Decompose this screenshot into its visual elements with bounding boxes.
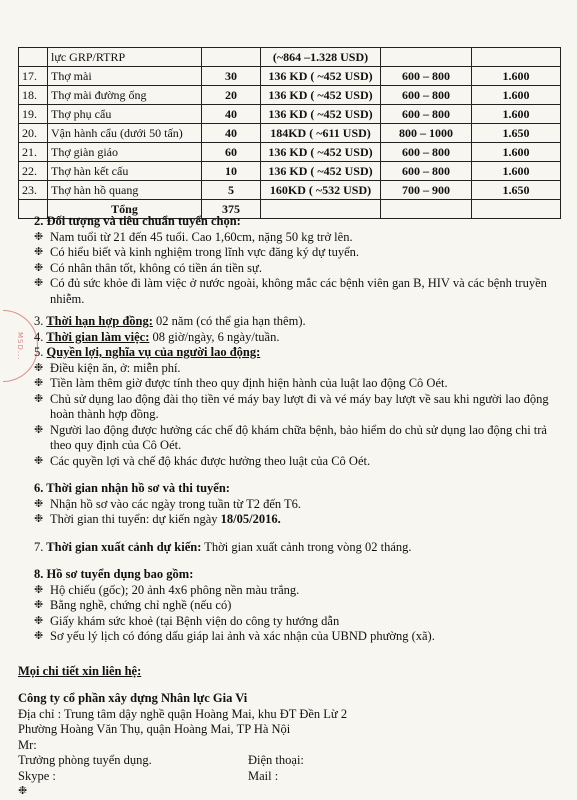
list-item-text: Nhận hồ sơ vào các ngày trong tuần từ T2 đến T6.: [50, 496, 302, 511]
list-item: [34, 614, 564, 630]
list-item: [34, 423, 564, 454]
bullet-icon: ❉: [34, 614, 44, 627]
bullet-icon: ❉: [34, 361, 44, 374]
total-value: 375: [202, 200, 261, 219]
bullet-icon: ❉: [34, 454, 44, 467]
list-item: [34, 629, 564, 645]
row-number: 23.: [19, 181, 48, 200]
bullet-icon: ❉: [34, 513, 44, 525]
section-4: [34, 330, 564, 346]
job-quantity: 40: [202, 124, 261, 143]
address-line-2: Phường Hoàng Văn Thụ, quận Hoàng Mai, TP Hà Nội: [18, 722, 291, 736]
contact-title: Mọi chi tiết xin liên hệ:: [18, 663, 142, 678]
job-name: Thợ mài: [48, 67, 202, 86]
list-item-text: Có đủ sức khỏe đi làm việc ở nước ngoài, không mắc các bệnh viên gan B, HIV và các bệnh truyền nhiễm.: [50, 276, 547, 306]
stamp-text: MSD...: [16, 331, 24, 361]
section-3-number: 3.: [34, 314, 44, 328]
bullet-icon: ❉: [34, 392, 44, 405]
section-3-value: 02 năm (có thể gia hạn thêm).: [152, 314, 306, 328]
section-3: [34, 314, 564, 330]
job-overtime: 600 – 800: [381, 105, 472, 124]
contact-skype-row: [18, 769, 564, 785]
job-name: Vận hành cẩu (dưới 50 tấn): [48, 124, 202, 143]
job-overtime: 700 – 900: [381, 181, 472, 200]
list-item-text: Hộ chiếu (gốc); 20 ảnh 4x6 phông nền màu trắng.: [50, 582, 300, 597]
job-quantity: [202, 48, 261, 67]
job-name: Thợ giàn giáo: [48, 143, 202, 162]
section-8-list: [34, 583, 564, 645]
section-5-number: 5.: [34, 345, 44, 359]
list-item: [34, 392, 564, 423]
list-item: [34, 276, 564, 307]
section-2-title: 2. Đối tượng và tiêu chuẩn tuyển chọn:: [34, 214, 241, 228]
section-5-label: Quyền lợi, nghĩa vụ của người lao động:: [46, 345, 261, 359]
job-quantity: 40: [202, 105, 261, 124]
list-item: [34, 230, 564, 246]
section-4-number: 4.: [34, 329, 44, 344]
list-item-text: Có hiểu biết và kinh nghiệm trong lĩnh vực đăng ký dự tuyển.: [50, 245, 359, 259]
contact-role-row: [18, 753, 564, 769]
bullet-icon: ❉: [34, 599, 44, 611]
section-7: [34, 540, 564, 556]
list-item: [34, 261, 564, 277]
job-table: [18, 47, 561, 219]
list-item: [34, 583, 564, 599]
contact-role: Trưởng phòng tuyển dụng.: [18, 753, 152, 767]
red-stamp: [3, 310, 38, 382]
row-number: 20.: [19, 124, 48, 143]
job-quantity: 10: [202, 162, 261, 181]
list-item-text: Người lao động được hưởng các chế độ khám chữa bệnh, bảo hiểm do chủ sử dụng lao động chi trả theo quy định của Cô Oét.: [50, 422, 547, 452]
row-number: 19.: [19, 105, 48, 124]
job-total: 1.600: [472, 162, 561, 181]
table-row: [19, 181, 561, 200]
list-item: [34, 512, 564, 528]
company-name: Công ty cổ phần xây dựng Nhân lực Gia Vi: [18, 691, 248, 705]
section-7-label: Thời gian xuất cảnh dự kiến:: [46, 539, 202, 554]
job-name: Thợ phụ cẩu: [48, 105, 202, 124]
job-salary: 136 KD ( ~452 USD): [261, 67, 381, 86]
section-4-value: 08 giờ/ngày, 6 ngày/tuần.: [149, 329, 280, 344]
bullet-icon: ❉: [34, 583, 44, 596]
bullet-icon: ❉: [34, 423, 44, 436]
list-item-text: Sơ yếu lý lịch có đóng dấu giáp lai ảnh và xác nhận của UBND phường (xã).: [50, 629, 435, 643]
job-quantity: 5: [202, 181, 261, 200]
list-item: [34, 454, 564, 470]
table-row: [19, 86, 561, 105]
list-item-text: Chủ sử dụng lao động đài thọ tiền vé máy bay lượt đi và vé máy bay lượt về sau khi người lao động hoàn thành hợp đồng.: [50, 391, 549, 421]
table-row: [19, 162, 561, 181]
section-4-label: Thời gian làm việc:: [46, 329, 150, 344]
bullet-icon: ❉: [34, 277, 44, 289]
bullet-icon: ❉: [18, 785, 28, 797]
row-number: 17.: [19, 67, 48, 86]
job-overtime: 800 – 1000: [381, 124, 472, 143]
job-quantity: 60: [202, 143, 261, 162]
list-item-text: Điều kiện ăn, ở: miễn phí.: [50, 360, 181, 375]
section-7-number: 7.: [34, 539, 44, 554]
table-row: [19, 105, 561, 124]
job-overtime: [381, 48, 472, 67]
bullet-icon: ❉: [34, 630, 44, 642]
section-6-title: 6. Thời gian nhận hồ sơ và thi tuyển:: [34, 481, 230, 495]
job-total: 1.600: [472, 86, 561, 105]
table-row: [19, 124, 561, 143]
job-total: 1.600: [472, 143, 561, 162]
job-quantity: 20: [202, 86, 261, 105]
job-name: Thợ mài đường ống: [48, 86, 202, 105]
list-item: [34, 376, 564, 392]
list-item: [34, 497, 564, 513]
section-3-label: Thời hạn hợp đồng:: [46, 314, 153, 328]
list-item-text: Giấy khám sức khoẻ (tại Bệnh viện do công ty hướng dẫn: [50, 613, 340, 628]
job-overtime: 600 – 800: [381, 67, 472, 86]
job-overtime: 600 – 800: [381, 86, 472, 105]
row-number: 22.: [19, 162, 48, 181]
job-total: [472, 48, 561, 67]
section-5-title: [34, 345, 564, 361]
total-label: Tổng: [48, 200, 202, 219]
job-total: 1.650: [472, 124, 561, 143]
section-2-list: [34, 230, 564, 308]
list-item-text: Bằng nghề, chứng chỉ nghề (nếu có): [50, 598, 232, 612]
job-total: 1.600: [472, 67, 561, 86]
list-item-text: Các quyền lợi và chế độ khác được hưởng theo luật của Cô Oét.: [50, 453, 371, 468]
job-quantity: 30: [202, 67, 261, 86]
job-total: 1.650: [472, 181, 561, 200]
job-salary: (~864 –1.328 USD): [261, 48, 381, 67]
job-overtime: 600 – 800: [381, 162, 472, 181]
job-name: Thợ hàn kết cấu: [48, 162, 202, 181]
address-line-1: Địa chỉ : Trung tâm dậy nghề quận Hoàng Mai, khu ĐT Đền Lừ 2: [18, 706, 348, 721]
list-item-text: Thời gian thi tuyển: dự kiến ngày: [50, 512, 221, 526]
row-number: 18.: [19, 86, 48, 105]
job-salary: 136 KD ( ~452 USD): [261, 162, 381, 181]
job-salary: 184KD ( ~611 USD): [261, 124, 381, 143]
section-6-list: [34, 497, 564, 528]
list-item-text: Có nhân thân tốt, không có tiền án tiền sự.: [50, 260, 262, 275]
list-item-text: Tiền làm thêm giờ được tính theo quy định hiện hành của luật lao động Cô Oét.: [50, 376, 448, 390]
bullet-icon: ❉: [34, 377, 44, 389]
bullet-icon: ❉: [34, 261, 44, 274]
job-table-body: [19, 48, 561, 200]
table-row: [19, 143, 561, 162]
contact-block: [18, 664, 564, 800]
contact-phone: Điện thoại:: [248, 753, 304, 767]
table-row: [19, 48, 561, 67]
contact-mail: Mail :: [248, 768, 279, 783]
section-8-title: 8. Hồ sơ tuyển dụng bao gồm:: [34, 567, 194, 581]
bullet-icon: ❉: [34, 497, 44, 510]
bullet-icon: ❉: [34, 246, 44, 258]
job-name: lực GRP/RTRP: [48, 48, 202, 67]
job-salary: 160KD ( ~532 USD): [261, 181, 381, 200]
list-item: [34, 361, 564, 377]
job-overtime: 600 – 800: [381, 143, 472, 162]
contact-skype: Skype :: [18, 768, 56, 783]
row-number: [19, 48, 48, 67]
list-item-text: Nam tuổi từ 21 đến 45 tuổi. Cao 1,60cm, nặng 50 kg trở lên.: [50, 229, 353, 244]
section-7-value: Thời gian xuất cảnh trong vòng 02 tháng.: [201, 539, 412, 554]
section-5-list: [34, 361, 564, 470]
exam-date: 18/05/2016.: [220, 512, 281, 526]
job-salary: 136 KD ( ~452 USD): [261, 86, 381, 105]
job-name: Thợ hàn hồ quang: [48, 181, 202, 200]
list-item: [34, 245, 564, 261]
bullet-icon: ❉: [34, 230, 44, 243]
job-salary: 136 KD ( ~452 USD): [261, 143, 381, 162]
table-row: [19, 67, 561, 86]
job-salary: 136 KD ( ~452 USD): [261, 105, 381, 124]
job-total: 1.600: [472, 105, 561, 124]
contact-mr: Mr:: [18, 737, 37, 752]
list-item: [34, 598, 564, 614]
row-number: 21.: [19, 143, 48, 162]
